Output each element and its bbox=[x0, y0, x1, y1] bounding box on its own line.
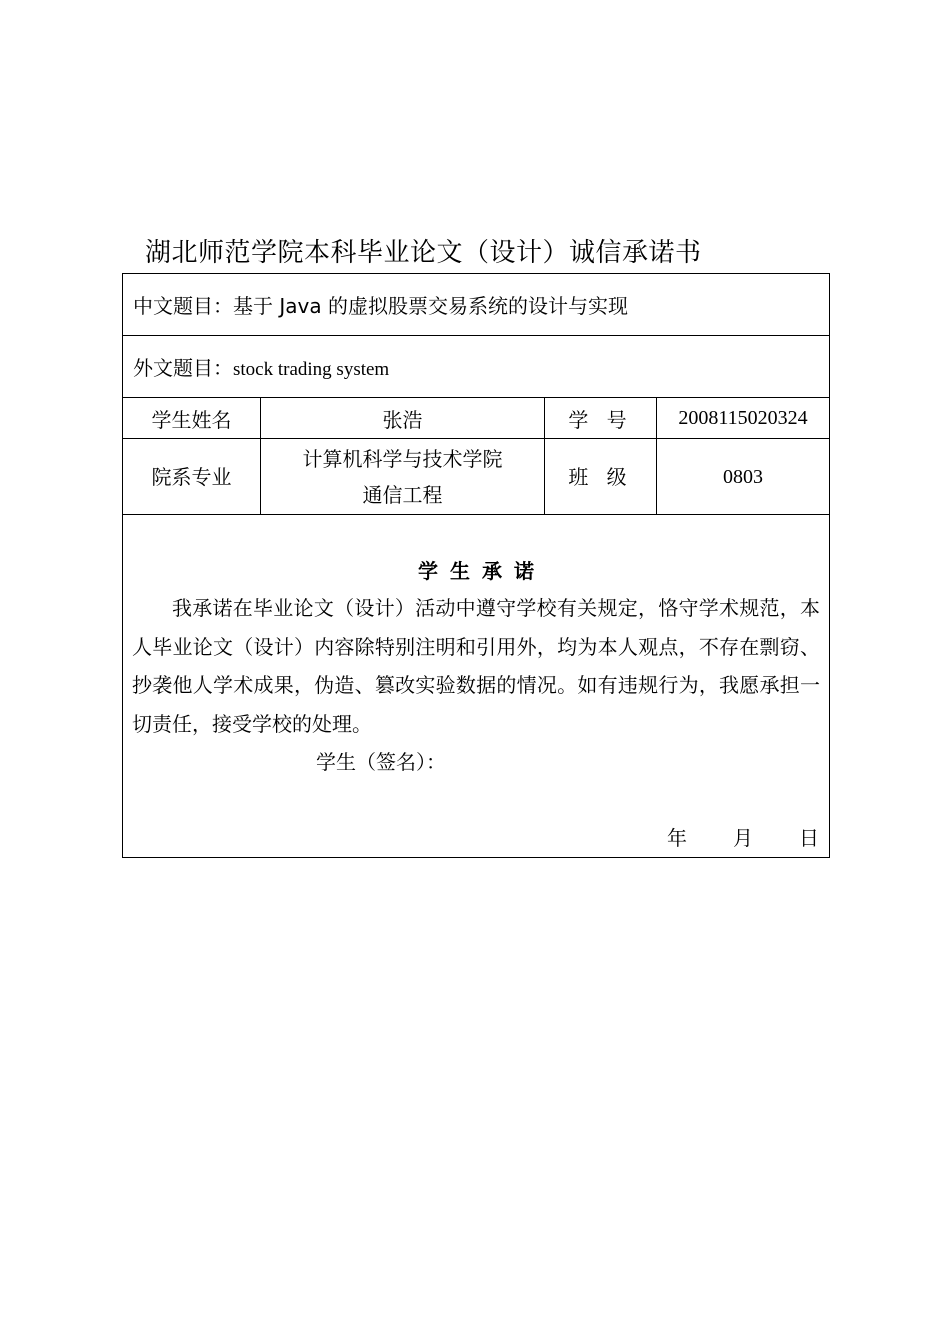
pledge-heading: 学生承诺 bbox=[418, 559, 547, 583]
student-id-label bbox=[545, 398, 657, 439]
page-title: 湖北师范学院本科毕业论文（设计）诚信承诺书 bbox=[145, 238, 702, 268]
date-line bbox=[667, 819, 819, 857]
department-line-2: 通信工程 bbox=[362, 482, 443, 507]
pledge-body: 我承诺在毕业论文（设计）活动中遵守学校有关规定，恪守学术规范，本人毕业论文（设计）内容除特别注明和引用外，均为本人观点，不存在剽窃、抄袭他人学术成果，伪造、篡改实验数据的情况。如有违规行为，我愿承担一切责任，接受学校的处理。 bbox=[132, 596, 821, 736]
foreign-title-row bbox=[123, 336, 830, 398]
chinese-title-value-pre: 基于 bbox=[233, 294, 273, 318]
date-day-label: 日 bbox=[799, 826, 820, 850]
department-label: 院系专业 bbox=[123, 439, 261, 515]
student-name-label: 学生姓名 bbox=[123, 398, 261, 439]
pledge-row bbox=[123, 515, 830, 858]
chinese-title-row bbox=[123, 274, 830, 336]
chinese-title-cell bbox=[123, 274, 830, 336]
chinese-title-label: 中文题目： bbox=[133, 294, 233, 318]
class-value: 0803 bbox=[657, 439, 830, 515]
date-year-label: 年 bbox=[667, 826, 688, 850]
department-row bbox=[123, 439, 830, 515]
chinese-title-value-post: 的虚拟股票交易系统的设计与实现 bbox=[327, 294, 628, 318]
department-line-1: 计算机科学与技术学院 bbox=[302, 446, 503, 471]
department-value bbox=[261, 439, 545, 515]
chinese-title-value-java: Java bbox=[273, 294, 328, 318]
pledge-cell bbox=[123, 515, 830, 858]
foreign-title-label: 外文题目： bbox=[133, 356, 233, 380]
student-info-row bbox=[123, 398, 830, 439]
class-label bbox=[545, 439, 657, 515]
pledge-form-table bbox=[122, 273, 830, 858]
foreign-title-value: stock trading system bbox=[233, 359, 390, 380]
signature-label: 学生（签名）： bbox=[316, 750, 446, 774]
date-month-label: 月 bbox=[733, 826, 754, 850]
student-id-label-text: 学 号 bbox=[568, 407, 633, 432]
class-label-text: 班 级 bbox=[568, 464, 633, 489]
pledge-section bbox=[123, 515, 829, 857]
student-id-value: 2008115020324 bbox=[657, 398, 830, 439]
student-name-value: 张浩 bbox=[261, 398, 545, 439]
foreign-title-cell bbox=[123, 336, 830, 398]
